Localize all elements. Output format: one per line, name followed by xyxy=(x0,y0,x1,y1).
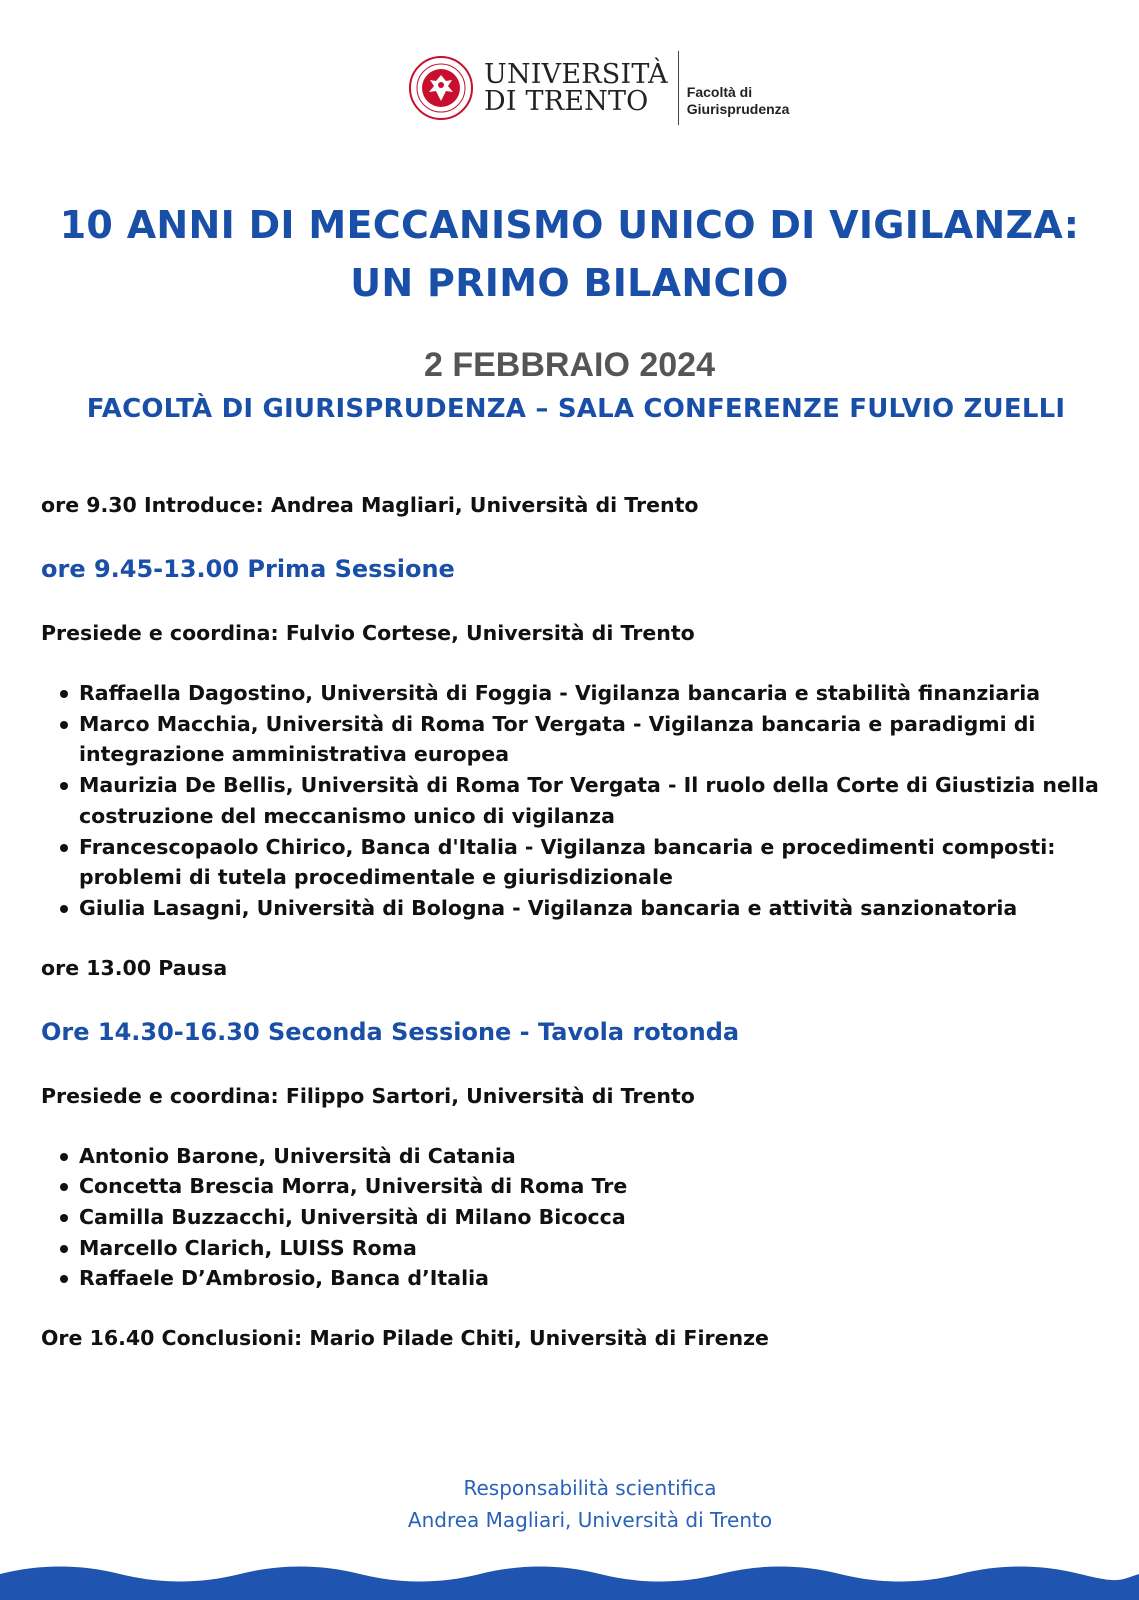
conclusion-line: Ore 16.40 Conclusioni: Mario Pilade Chiti, Università di Firenze xyxy=(41,1326,769,1351)
faculty-name-line2: Giurisprudenza xyxy=(686,101,790,117)
footer-line2: Andrea Magliari, Università di Trento xyxy=(407,1508,773,1532)
event-title-line1: 10 ANNI DI MECCANISMO UNICO DI VIGILANZA: xyxy=(59,203,1080,247)
logo-divider xyxy=(678,51,679,125)
university-name-line2: DI TRENTO xyxy=(484,86,649,117)
list-item: Antonio Barone, Università di Catania xyxy=(79,1141,1101,1172)
list-item: Raffaella Dagostino, Università di Foggia - Vigilanza bancaria e stabilità finanziaria xyxy=(79,678,1101,709)
scientific-responsibility xyxy=(0,1472,1139,1536)
list-item: Raffaele D’Ambrosio, Banca d’Italia xyxy=(79,1263,1101,1294)
faculty-name-line1: Facoltà di xyxy=(686,84,753,101)
session1-talk-list xyxy=(41,678,1101,924)
wave-decoration xyxy=(0,1560,1139,1600)
list-item: Camilla Buzzacchi, Università di Milano Bicocca xyxy=(79,1202,1101,1233)
session1-chair: Presiede e coordina: Fulvio Cortese, Università di Trento xyxy=(41,621,695,645)
university-name xyxy=(484,61,668,115)
list-item: Maurizia De Bellis, Università di Roma Tor Vergata - Il ruolo della Corte di Giustizia nella costruzione del meccanismo unico di vigilanza xyxy=(79,770,1101,831)
list-item: Concetta Brescia Morra, Università di Roma Tre xyxy=(79,1171,1101,1202)
faculty-name xyxy=(687,84,790,118)
list-item: Marcello Clarich, LUISS Roma xyxy=(79,1233,1101,1264)
session1-title: ore 9.45-13.00 Prima Sessione xyxy=(41,555,455,583)
session2-chair: Presiede e coordina: Filippo Sartori, Università di Trento xyxy=(41,1083,695,1108)
session2-talk-list xyxy=(41,1141,1101,1295)
event-date: 2 FEBBRAIO 2024 xyxy=(424,346,715,384)
list-item: Giulia Lasagni, Università di Bologna - Vigilanza bancaria e attività sanzionatoria xyxy=(79,893,1101,924)
university-logo xyxy=(408,50,789,126)
event-venue: FACOLTÀ DI GIURISPRUDENZA – SALA CONFERENZE FULVIO ZUELLI xyxy=(86,394,1066,424)
list-item: Marco Macchia, Università di Roma Tor Vergata - Vigilanza bancaria e paradigmi di integrazione amministrativa europea xyxy=(79,709,1101,770)
footer-line1: Responsabilità scientifica xyxy=(463,1476,717,1500)
program xyxy=(41,490,1101,1354)
event-title xyxy=(0,196,1139,312)
university-seal-icon xyxy=(408,55,474,121)
session2-title: Ore 14.30-16.30 Seconda Sessione - Tavola rotonda xyxy=(41,1017,740,1046)
event-title-line2: UN PRIMO BILANCIO xyxy=(350,261,789,305)
university-name-line1: UNIVERSITÀ xyxy=(484,59,668,90)
pause-line: ore 13.00 Pausa xyxy=(41,955,228,980)
list-item: Francescopaolo Chirico, Banca d'Italia - Vigilanza bancaria e procedimenti composti: problemi di tutela procedimentale e giurisdizionale xyxy=(79,832,1101,893)
intro-line: ore 9.30 Introduce: Andrea Magliari, Università di Trento xyxy=(41,493,699,517)
